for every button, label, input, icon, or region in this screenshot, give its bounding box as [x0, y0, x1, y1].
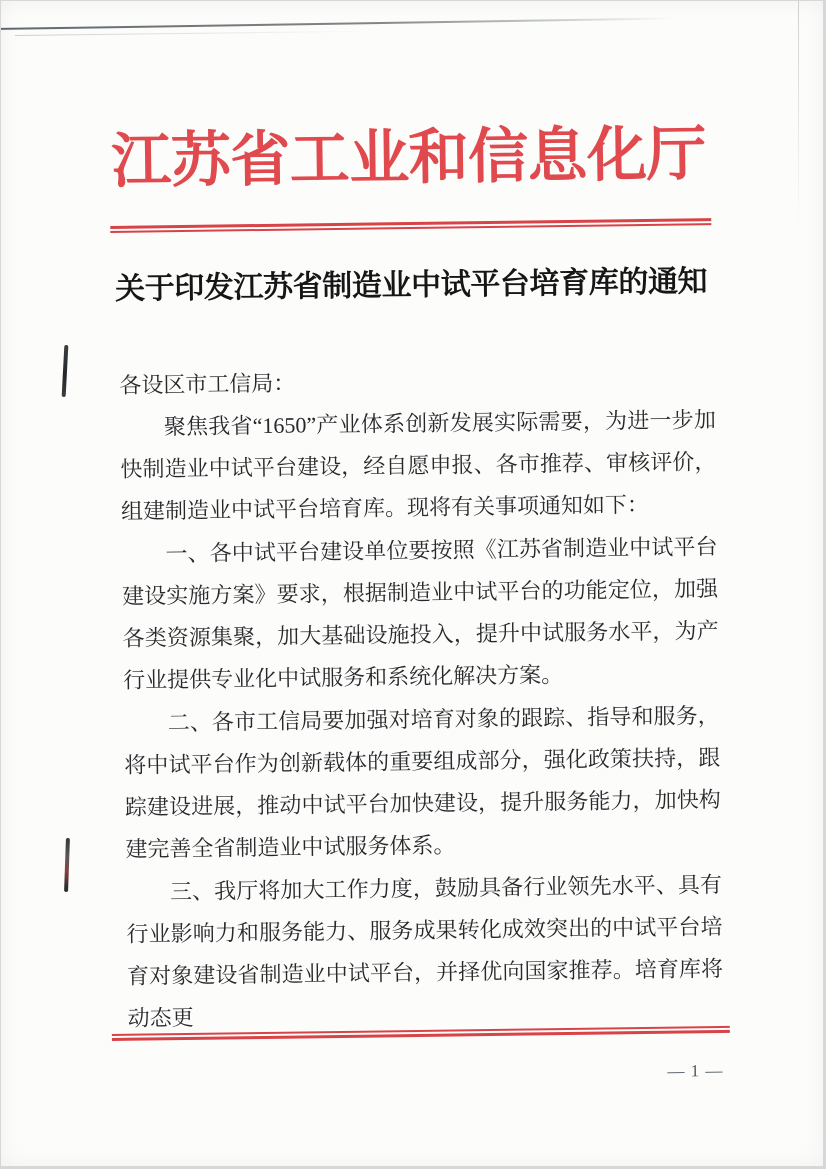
document-content	[1, 1, 823, 1166]
paragraph-intro: 聚焦我省“1650”产业体系创新发展实际需要，为进一步加快制造业中试平台建设，经自愿申报、各市推荐、审核评价，组建制造业中试平台培育库。现将有关事项通知如下：	[120, 407, 717, 524]
salutation: 各设区市工信局：	[119, 370, 296, 398]
document-title: 关于印发江苏省制造业中试平台培育库的通知	[114, 265, 708, 306]
letterhead-divider	[110, 218, 711, 233]
document-page	[1, 1, 823, 1166]
document-body	[119, 357, 724, 1040]
page-number: — 1 —	[667, 1060, 724, 1081]
paragraph-item-3: 三、我厅将加大工作力度，鼓励具备行业领先水平、具有行业影响力和服务能力、服务成果转化成效突出的中试平台培育对象建设省制造业中试平台，并择优向国家推荐。培育库将动态更	[126, 871, 724, 1031]
paragraph-item-2: 二、各市工信局要加强对培育对象的跟踪、指导和服务，将中试平台作为创新载体的重要组成部分，强化政策扶持，跟踪建设进展，推动中试平台加快建设，提升服务能力，加快构建完善全省制造业中试服务体系。	[124, 703, 721, 862]
letterhead-title: 江苏省工业和信息化厅	[110, 121, 706, 195]
paragraph-item-1: 一、各中试平台建设单位要按照《江苏省制造业中试平台建设实施方案》要求，根据制造业中试平台的功能定位，加强各类资源集聚，加大基础设施投入，提升中试服务水平，为产行业提供专业化中试服务和系统化解决方案。	[121, 534, 719, 693]
